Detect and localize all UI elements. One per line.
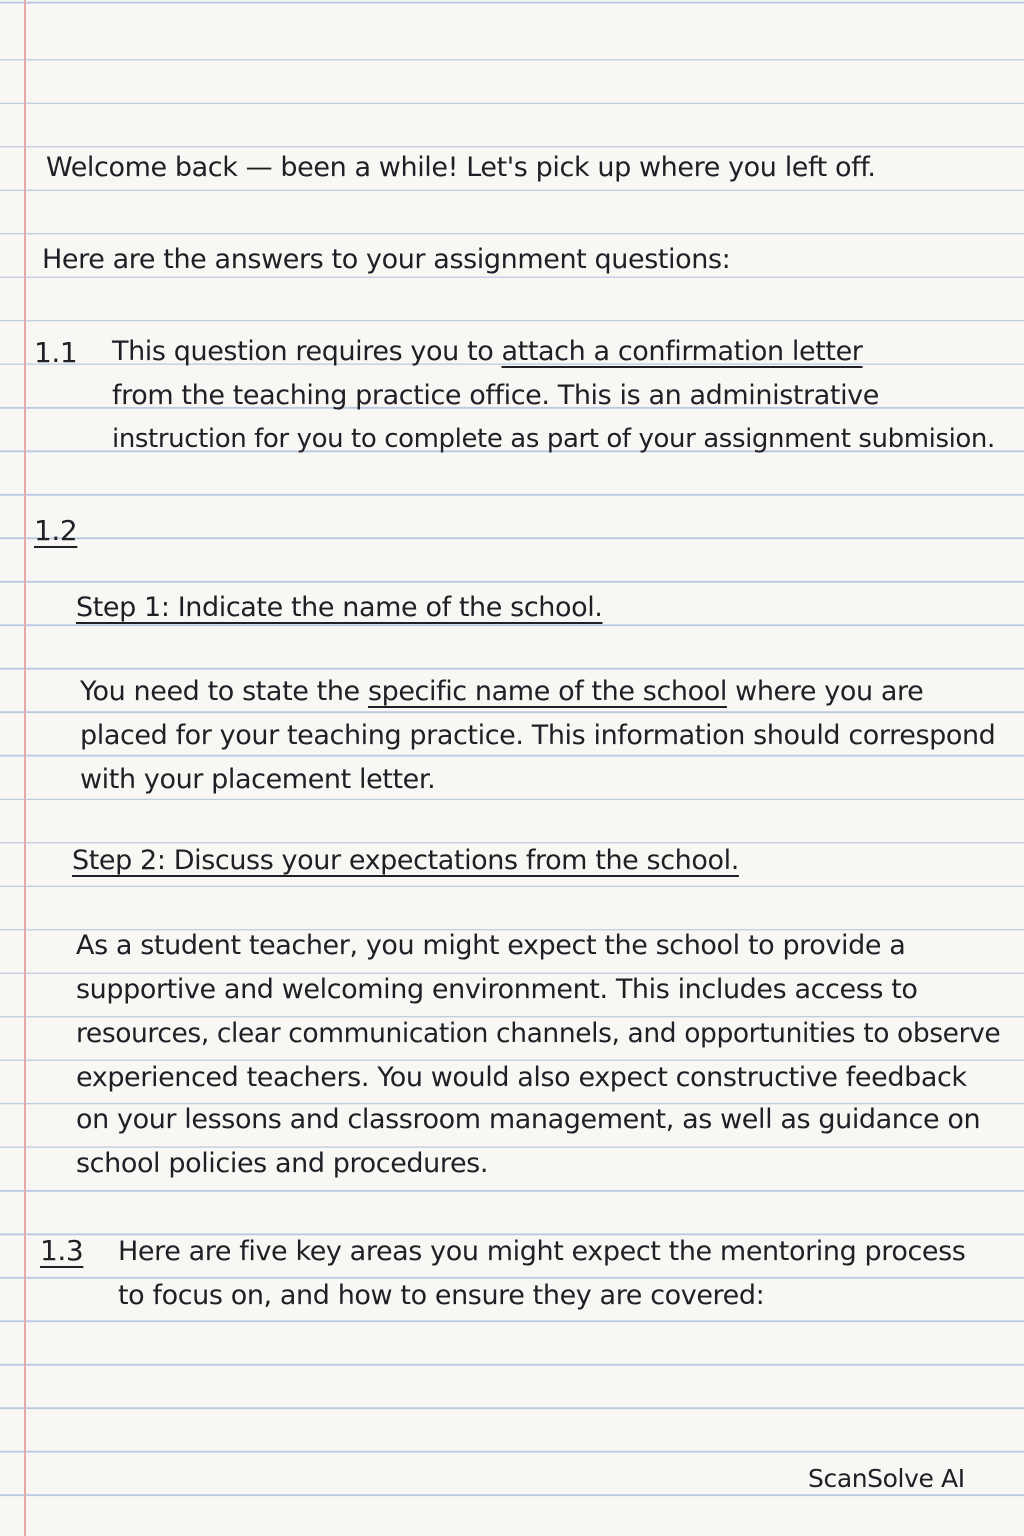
question-number-1-1: 1.1	[34, 336, 78, 369]
step-1-line-1	[80, 676, 923, 707]
step-2-line-6: school policies and procedures.	[76, 1148, 489, 1179]
q1-1-underlined-phrase: attach a confirmation letter	[501, 336, 863, 367]
step-2-line-4: experienced teachers. You would also expect constructive feedback	[76, 1062, 967, 1093]
step-2-heading: Step 2: Discuss your expectations from the school.	[72, 845, 739, 876]
step-1-line-3: with your placement letter.	[80, 764, 436, 795]
q1-1-line-1-text: This question requires you to	[112, 336, 502, 367]
q1-3-line-1: Here are five key areas you might expect the mentoring process	[118, 1236, 966, 1267]
intro-line: Here are the answers to your assignment questions:	[42, 244, 731, 275]
q1-1-line-3: instruction for you to complete as part of your assignment submision.	[112, 424, 995, 454]
step-1-line-2: placed for your teaching practice. This information should correspond	[80, 720, 996, 751]
q1-3-line-2: to focus on, and how to ensure they are covered:	[118, 1280, 765, 1311]
step-1-line-1-end: where you are	[726, 676, 924, 707]
step-2-line-2: supportive and welcoming environment. This includes access to	[76, 974, 918, 1005]
q1-1-line-2: from the teaching practice office. This is an administrative	[112, 380, 879, 411]
step-1-line-1-text: You need to state the	[80, 676, 368, 707]
margin-line	[24, 0, 26, 1536]
step-2-line-1: As a student teacher, you might expect the school to provide a	[76, 930, 906, 961]
greeting: Welcome back — been a while! Let's pick up where you left off.	[46, 152, 876, 183]
step-1-heading: Step 1: Indicate the name of the school.	[76, 592, 603, 623]
step-2-line-5: on your lessons and classroom management, as well as guidance on	[76, 1104, 981, 1135]
question-number-1-3: 1.3	[40, 1234, 84, 1267]
step-2-line-3: resources, clear communication channels, and opportunities to observe	[76, 1018, 1001, 1049]
brand-watermark: ScanSolve AI	[808, 1464, 965, 1493]
q1-1-line-1	[112, 336, 863, 367]
question-number-1-2: 1.2	[34, 514, 78, 547]
step-1-underlined-phrase: specific name of the school	[367, 676, 727, 707]
